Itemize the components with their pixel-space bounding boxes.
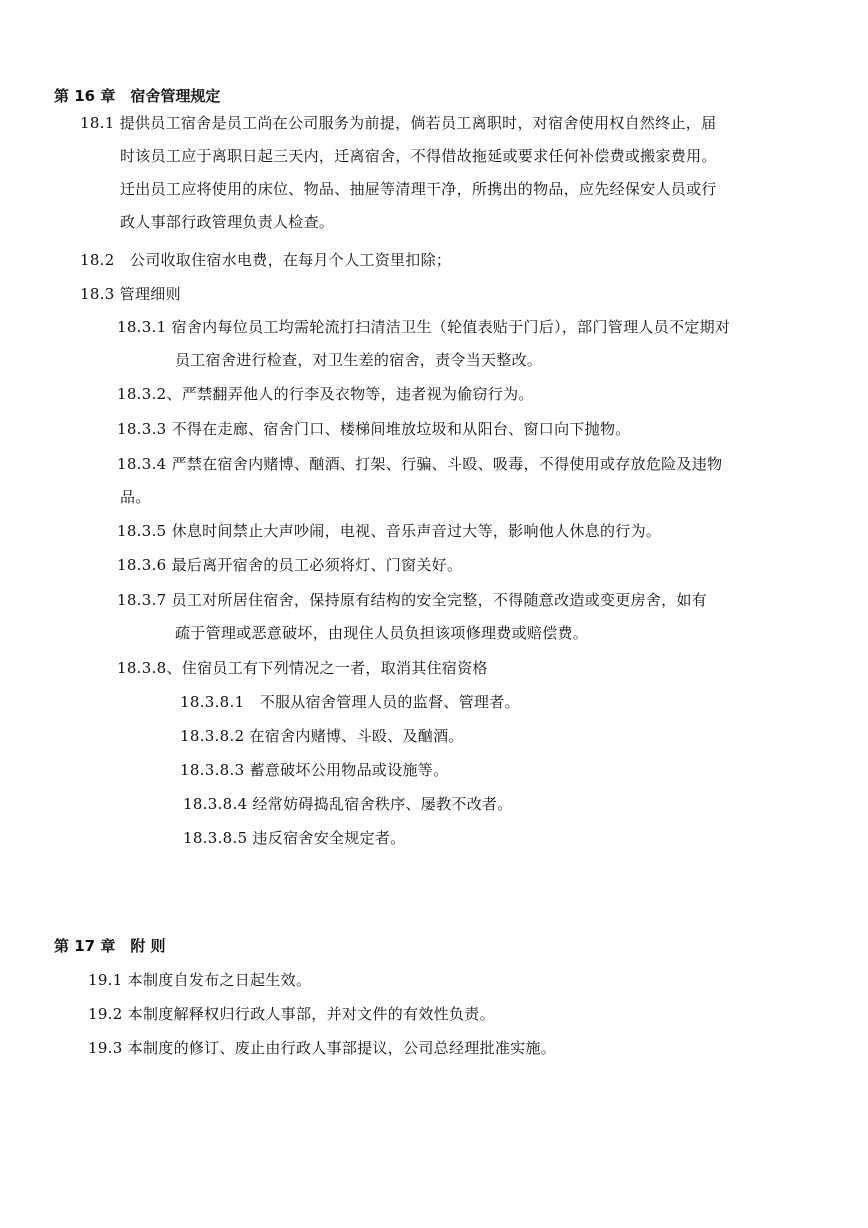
section-18-1-line: 政人事部行政管理负责人检查。 (120, 213, 335, 231)
section-18-3-8: 18.3.8、住宿员工有下列情况之一者，取消其住宿资格 (117, 659, 488, 677)
section-18-3-5: 18.3.5 休息时间禁止大声吵闹，电视、音乐声音过大等，影响他人休息的行为。 (117, 522, 662, 540)
section-18-3-1-line: 员工宿舍进行检查，对卫生差的宿舍，责令当天整改。 (175, 351, 543, 369)
chapter-17-heading: 第 17 章 附 则 (54, 937, 166, 955)
section-18-2: 18.2 公司收取住宿水电费，在每月个人工资里扣除； (80, 251, 452, 269)
section-18-3-4 (117, 448, 722, 514)
section-18-3-7-line: 疏于管理或恶意破坏，由现住人员负担该项修理费或赔偿费。 (175, 624, 589, 642)
section-18-3-3: 18.3.3 不得在走廊、宿舍门口、楼梯间堆放垃圾和从阳台、窗口向下抛物。 (117, 420, 631, 438)
section-19-1: 19.1 本制度自发布之日起生效。 (88, 971, 312, 989)
section-18-3-2: 18.3.2、严禁翻弄他人的行李及衣物等，违者视为偷窃行为。 (117, 385, 534, 403)
section-18-3-4-line: 18.3.4 严禁在宿舍内赌博、酗酒、打架、行骗、斗殴、吸毒，不得使用或存放危险及违物 (117, 455, 723, 473)
section-18-3-7-line: 18.3.7 员工对所居住宿舍，保持原有结构的安全完整，不得随意改造或变更房舍，如有 (117, 591, 708, 609)
section-19-3: 19.3 本制度的修订、废止由行政人事部提议，公司总经理批准实施。 (88, 1039, 557, 1057)
chapter-16-heading: 第 16 章 宿舍管理规定 (54, 87, 221, 105)
section-18-1 (80, 107, 717, 239)
section-18-3-8-2: 18.3.8.2 在宿舍内赌博、斗殴、及酗酒。 (180, 727, 464, 745)
section-18-1-line: 迁出员工应将使用的床位、物品、抽屉等清理干净，所携出的物品，应先经保安人员或行 (120, 180, 717, 198)
section-18-1-line: 时该员工应于离职日起三天内，迁离宿舍，不得借故拖延或要求任何补偿费或搬家费用。 (120, 147, 717, 165)
section-18-3-4-line: 品。 (120, 488, 151, 506)
section-18-3-1-line: 18.3.1 宿舍内每位员工均需轮流打扫清洁卫生（轮值表贴于门后），部门管理人员不定期对 (117, 318, 731, 336)
section-18-3-7 (117, 584, 707, 650)
section-18-3-1 (117, 311, 730, 377)
section-18-3-8-5: 18.3.8.5 违反宿舍安全规定者。 (183, 829, 406, 847)
section-19-2: 19.2 本制度解释权归行政人事部，并对文件的有效性负责。 (88, 1005, 495, 1023)
section-18-3-8-1: 18.3.8.1 不服从宿舍管理人员的监督、管理者。 (180, 693, 520, 711)
section-18-3: 18.3 管理细则 (80, 285, 181, 303)
section-18-3-8-4: 18.3.8.4 经常妨碍捣乱宿舍秩序、屡教不改者。 (183, 795, 513, 813)
section-18-3-8-3: 18.3.8.3 蓄意破坏公用物品或设施等。 (180, 761, 449, 779)
section-18-1-line: 18.1 提供员工宿舍是员工尚在公司服务为前提，倘若员工离职时，对宿舍使用权自然终止，届 (80, 114, 717, 132)
section-18-3-6: 18.3.6 最后离开宿舍的员工必须将灯、门窗关好。 (117, 556, 463, 574)
